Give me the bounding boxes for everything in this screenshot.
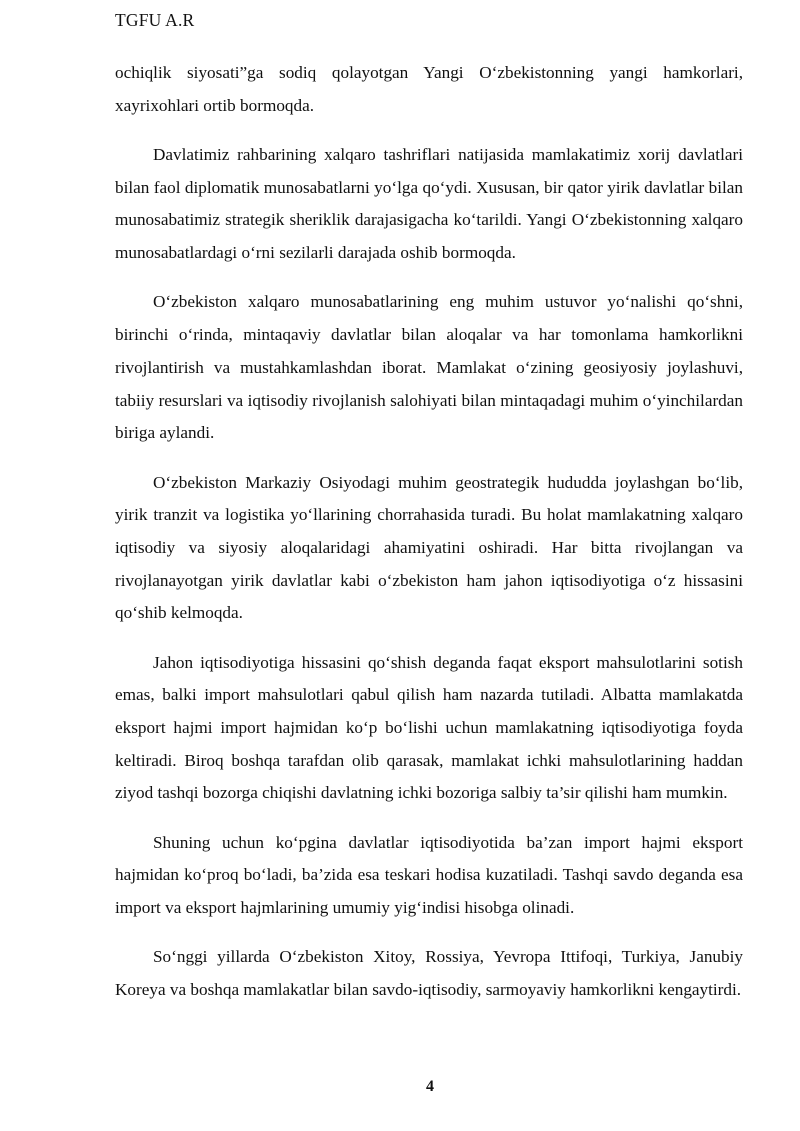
paragraph: So‘nggi yillarda O‘zbekiston Xitoy, Rossiya, Yevropa Ittifoqi, Turkiya, Janubiy Koreya va boshqa mamlakatlar bilan savdo-iqtisodiy, sarmoyaviy hamkorlikni kengaytirdi.	[115, 947, 743, 1000]
running-header: TGFU A.R	[115, 10, 195, 30]
paragraph: Shuning uchun ko‘pgina davlatlar iqtisodiyotida ba’zan import hajmi eksport hajmidan ko‘proq bo‘ladi, ba’zida esa teskari hodisa kuzatiladi. Tashqi savdo deganda esa import va eksport hajmlarining umumiy yig‘indisi hisobga olinadi.	[115, 832, 743, 918]
paragraph-continuation: ochiqlik siyosati”ga sodiq qolayotgan Yangi O‘zbekistonning yangi hamkorlari, xayrixohlari ortib bormoqda.	[115, 63, 743, 115]
paragraph: Jahon iqtisodiyotiga hissasini qo‘shish deganda faqat eksport mahsulotlarini sotish emas, balki import mahsulotlari qabul qilish ham nazarda tutiladi. Albatta mamlakatda eksport hajmi import hajmidan ko‘p bo‘lishi uchun mamlakatning iqtisodiyotiga foyda keltiradi. Biroq boshqa tarafdan olib qarasak, mamlakat ichki mahsulotlarining haddan ziyod tashqi bozorga chiqishi davlatning ichki bozoriga salbiy ta’sir qilishi ham mumkin.	[115, 652, 743, 803]
page-number: 4	[426, 1078, 434, 1095]
paragraph: O‘zbekiston xalqaro munosabatlarining eng muhim ustuvor yo‘nalishi qo‘shni, birinchi o‘rinda, mintaqaviy davlatlar bilan aloqalar va har tomonlama hamkorlikni rivojlantirish va mustahkamlashdan iborat. Mamlakat o‘zining geosiyosiy joylashuvi, tabiiy resurslari va iqtisodiy rivojlanish salohiyati bilan mintaqadagi muhim o‘yinchilardan biriga aylandi.	[115, 292, 743, 443]
paragraph: Davlatimiz rahbarining xalqaro tashriflari natijasida mamlakatimiz xorij davlatlari bilan faol diplomatik munosabatlarni yo‘lga qo‘ydi. Xususan, bir qator yirik davlatlar bilan munosabatimiz strategik sheriklik darajasigacha ko‘tarildi. Yangi O‘zbekistonning xalqaro munosabatlardagi o‘rni sezilarli darajada oshib bormoqda.	[115, 145, 743, 263]
body-text	[115, 57, 743, 1023]
paragraph: O‘zbekiston Markaziy Osiyodagi muhim geostrategik hududda joylashgan bo‘lib, yirik tranzit va logistika yo‘llarining chorrahasida turadi. Bu holat mamlakatning xalqaro iqtisodiy va siyosiy aloqalaridagi ahamiyatini oshiradi. Har bitta rivojlangan va rivojlanayotgan yirik davlatlar kabi o‘zbekiston ham jahon iqtisodiyotiga o‘z hissasini qo‘shib kelmoqda.	[115, 472, 743, 623]
